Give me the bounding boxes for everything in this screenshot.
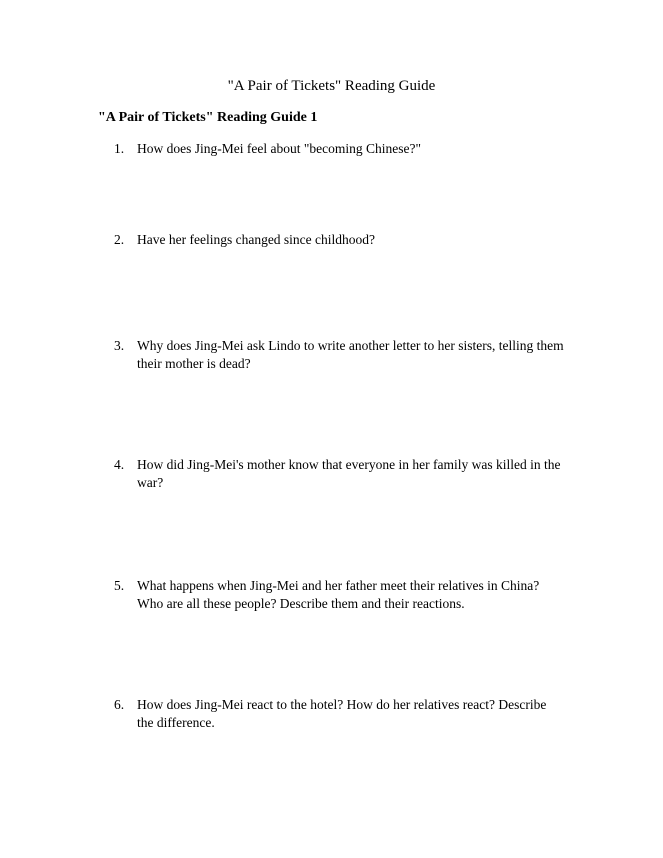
question-text: What happens when Jing-Mei and her father meet their relatives in China? Who are all these people? Describe them and their reactions. <box>137 578 540 611</box>
question-3 <box>114 337 564 373</box>
question-text: How did Jing-Mei's mother know that everyone in her family was killed in the war? <box>137 457 561 490</box>
question-text: Why does Jing-Mei ask Lindo to write another letter to her sisters, telling them their mother is dead? <box>137 338 564 371</box>
section-heading: "A Pair of Tickets" Reading Guide 1 <box>98 110 318 125</box>
question-5 <box>114 577 564 613</box>
question-number: 1. <box>114 141 125 156</box>
question-1 <box>114 140 564 158</box>
question-text: How does Jing-Mei react to the hotel? How do her relatives react? Describe the difference. <box>137 697 547 730</box>
question-text: Have her feelings changed since childhood? <box>137 232 376 247</box>
question-number: 4. <box>114 457 125 472</box>
question-number: 3. <box>114 338 125 353</box>
question-number: 2. <box>114 232 125 247</box>
question-number: 6. <box>114 697 125 712</box>
page-title: "A Pair of Tickets" Reading Guide <box>227 78 436 94</box>
question-4 <box>114 456 564 492</box>
question-2 <box>114 231 564 249</box>
question-6 <box>114 696 564 732</box>
question-text: How does Jing-Mei feel about "becoming Chinese?" <box>137 141 421 156</box>
question-number: 5. <box>114 578 125 593</box>
